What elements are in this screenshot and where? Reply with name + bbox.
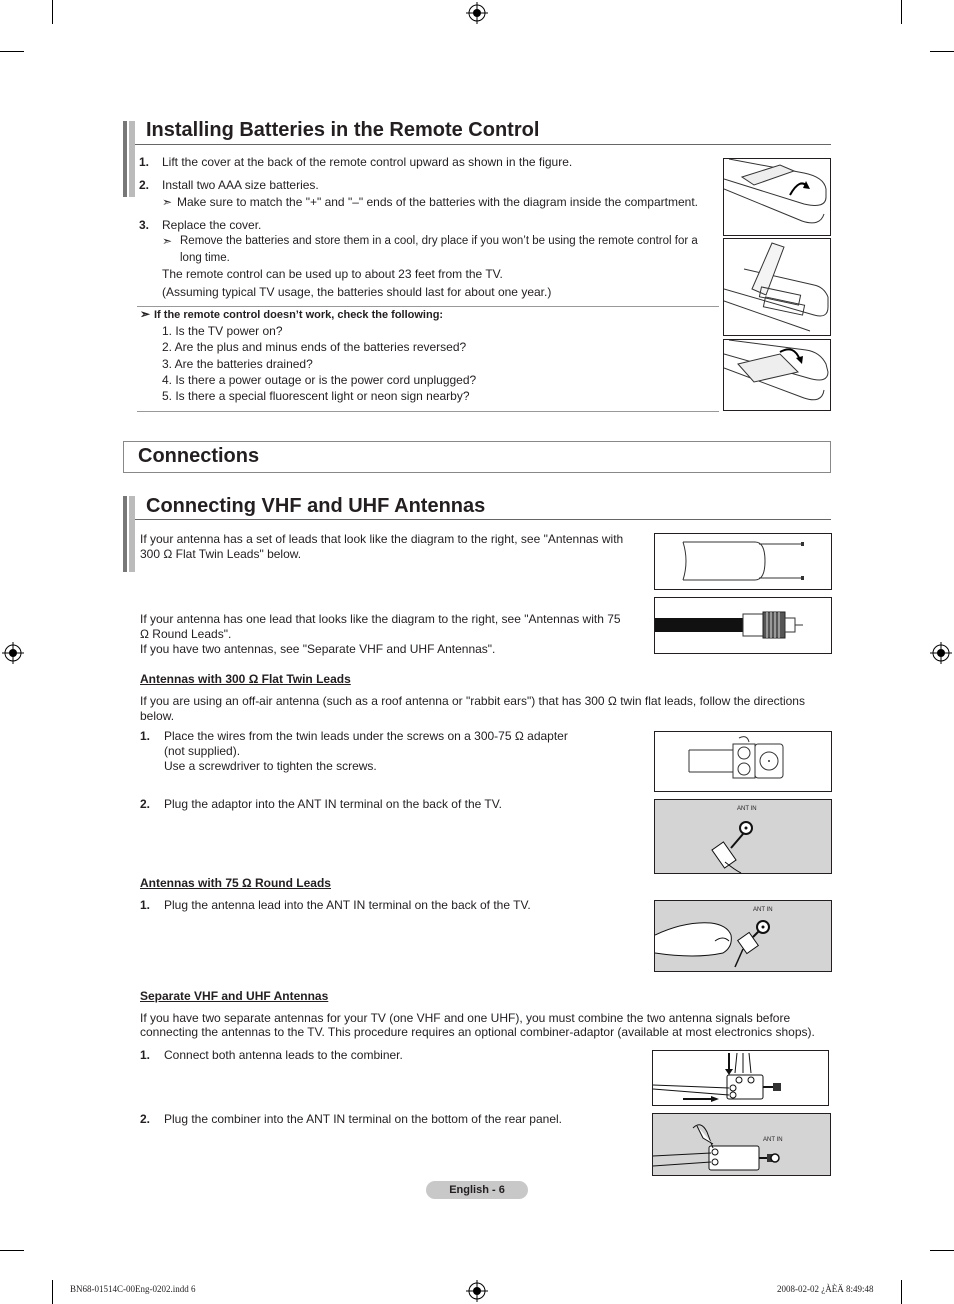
ant-in-label: ANT IN xyxy=(763,1137,783,1143)
crop-mark xyxy=(52,0,53,24)
remote-replace-cover-figure xyxy=(723,339,831,411)
step-text: Plug the combiner into the ANT IN terminal on the bottom of the rear panel. xyxy=(164,1112,562,1126)
intro-text: 300 Ω Flat Twin Leads" below. xyxy=(140,547,302,561)
page-number-badge: English - 6 xyxy=(426,1181,528,1199)
flat-twin-lead-figure xyxy=(654,533,832,590)
subheading: Antennas with 75 Ω Round Leads xyxy=(140,876,331,890)
crop-mark xyxy=(52,1280,53,1304)
step-number: 1. xyxy=(140,729,151,743)
step-text: Place the wires from the twin leads under the screws on a 300-75 Ω adapter xyxy=(164,729,568,743)
check-item: 1. Is the TV power on? xyxy=(162,324,283,338)
registration-mark-icon xyxy=(2,642,24,664)
section-title: Connecting VHF and UHF Antennas xyxy=(146,495,486,517)
remote-cover-figure xyxy=(723,158,831,236)
crop-mark xyxy=(0,51,24,52)
slug-filename: BN68-01514C-00Eng-0202.indd 6 xyxy=(70,1284,196,1294)
note-arrow-icon: ➣ xyxy=(162,195,173,209)
combiner-ant-in-figure xyxy=(652,1113,831,1176)
step-number: 2. xyxy=(140,797,151,811)
step-text: Use a screwdriver to tighten the screws. xyxy=(164,759,377,773)
step-text: (not supplied). xyxy=(164,744,241,758)
check-title: If the remote control doesn’t work, check the following: xyxy=(154,309,444,321)
check-box-bottom-rule xyxy=(137,411,719,412)
section-accent-bar xyxy=(129,121,135,197)
check-item: 2. Are the plus and minus ends of the batteries reversed? xyxy=(162,340,467,354)
step-number: 2. xyxy=(139,178,150,192)
step-text: Plug the adaptor into the ANT IN terminal on the back of the TV. xyxy=(164,797,502,811)
check-item: 3. Are the batteries drained? xyxy=(162,357,313,371)
intro-text: If your antenna has one lead that looks like the diagram to the right, see "Antennas with 75 xyxy=(140,612,621,626)
ant-in-adapter-figure xyxy=(654,799,832,874)
round-lead-figure xyxy=(654,597,832,654)
step-text: Install two AAA size batteries. xyxy=(162,178,319,192)
combiner-figure xyxy=(652,1050,829,1106)
title-rule xyxy=(135,144,831,145)
step-number: 1. xyxy=(140,1048,151,1062)
slug-timestamp: 2008-02-02 ¿ÀÈÄ 8:49:48 xyxy=(777,1284,874,1294)
step-note: long time. xyxy=(180,252,230,264)
section-accent-bar xyxy=(123,121,127,197)
step-text: Plug the antenna lead into the ANT IN terminal on the back of the TV. xyxy=(164,898,531,912)
registration-mark-icon xyxy=(930,642,952,664)
crop-mark xyxy=(930,51,954,52)
subheading: Antennas with 300 Ω Flat Twin Leads xyxy=(140,672,351,686)
step-number: 1. xyxy=(139,155,150,169)
crop-mark xyxy=(901,0,902,24)
step-extra: (Assuming typical TV usage, the batteries should last for about one year.) xyxy=(162,285,552,299)
ant-in-label: ANT IN xyxy=(753,907,773,913)
subheading: Separate VHF and UHF Antennas xyxy=(140,989,329,1003)
intro-text: If your antenna has a set of leads that look like the diagram to the right, see "Antennas with xyxy=(140,532,624,546)
step-number: 3. xyxy=(139,218,150,232)
registration-mark-icon xyxy=(466,1280,488,1302)
step-number: 1. xyxy=(140,898,151,912)
note-arrow-icon: ➣ xyxy=(140,307,151,321)
paragraph: If you are using an off-air antenna (such as a roof antenna or "rabbit ears") that has 300 Ω twin flat leads, follow the directions xyxy=(140,694,805,708)
step-text: Replace the cover. xyxy=(162,218,262,232)
check-item: 5. Is there a special fluorescent light or neon sign nearby? xyxy=(162,389,470,403)
paragraph: connecting the antennas to the TV. This procedure requires an optional combiner-adaptor (available at most electronics shops). xyxy=(140,1025,815,1039)
section-title: Installing Batteries in the Remote Control xyxy=(146,119,540,141)
check-item: 4. Is there a power outage or is the power cord unplugged? xyxy=(162,373,477,387)
paragraph: If you have two separate antennas for your TV (one VHF and one UHF), you must combine the two antenna signals before xyxy=(140,1011,791,1025)
crop-mark xyxy=(901,1280,902,1304)
check-box-top-rule xyxy=(137,306,719,307)
adapter-figure xyxy=(654,731,832,792)
intro-text: Ω Round Leads". xyxy=(140,627,232,641)
note-arrow-icon: ➣ xyxy=(162,234,173,248)
ant-in-hand-figure xyxy=(654,900,832,972)
title-rule xyxy=(135,519,831,520)
registration-mark-icon xyxy=(466,2,488,24)
intro-text: If you have two antennas, see "Separate VHF and UHF Antennas". xyxy=(140,642,496,656)
remote-batteries-figure xyxy=(723,238,831,336)
ant-in-label: ANT IN xyxy=(737,806,757,812)
section-accent-bar xyxy=(129,496,135,572)
crop-mark xyxy=(0,1250,24,1251)
step-note: Make sure to match the "+" and "–" ends of the batteries with the diagram inside the compartment. xyxy=(177,195,698,209)
paragraph: below. xyxy=(140,709,175,723)
section-accent-bar xyxy=(123,496,127,572)
crop-mark xyxy=(930,1250,954,1251)
step-number: 2. xyxy=(140,1112,151,1126)
step-extra: The remote control can be used up to about 23 feet from the TV. xyxy=(162,267,503,281)
step-text: Connect both antenna leads to the combiner. xyxy=(164,1048,403,1062)
step-text: Lift the cover at the back of the remote control upward as shown in the figure. xyxy=(162,155,573,169)
connections-title: Connections xyxy=(138,445,260,467)
step-note: Remove the batteries and store them in a cool, dry place if you won’t be using the remote control for a xyxy=(180,235,698,247)
